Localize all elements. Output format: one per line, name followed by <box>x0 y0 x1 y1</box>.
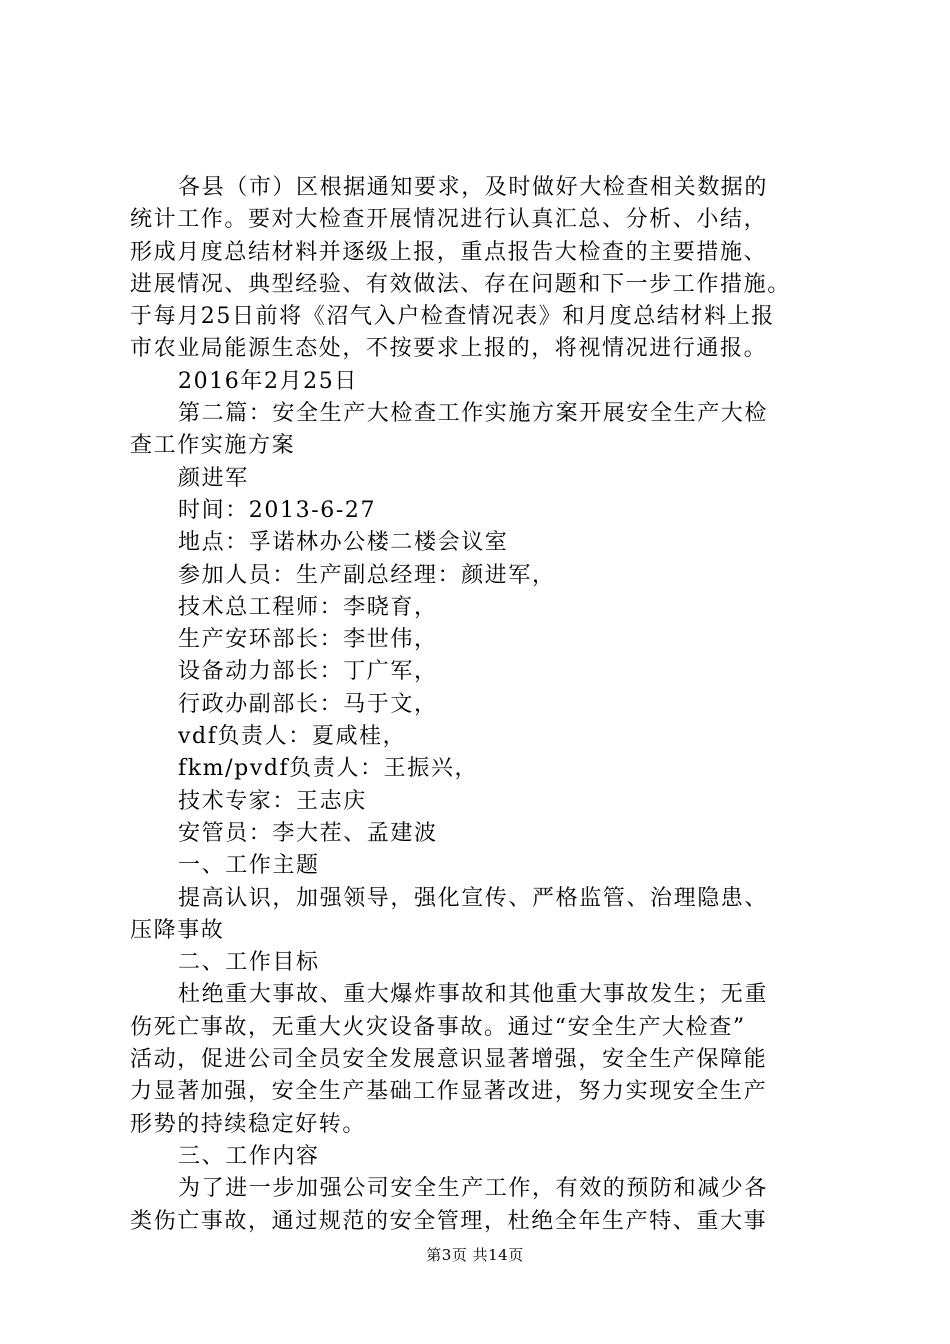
text-line: 技术总工程师：李晓育， <box>178 594 438 620</box>
text-line: 各县（市）区根据通知要求，及时做好大检查相关数据的 <box>178 175 769 200</box>
text-line: 伤死亡事故，无重大火灾设备事故。通过“安全生产大检查” <box>130 1014 746 1040</box>
text-line: 技术专家：王志庆 <box>178 788 367 814</box>
text-line: 市农业局能源生态处，不按要求上报的，将视情况进行通报。 <box>130 336 768 362</box>
text-line: 三、工作内容 <box>178 1143 320 1169</box>
text-line: 参加人员：生产副总经理：颜进军， <box>178 562 556 588</box>
text-line: 行政办副部长：马于文， <box>178 691 438 717</box>
text-line: 杜绝重大事故、重大爆炸事故和其他重大事故发生；无重 <box>178 982 769 1008</box>
text-line: 2016年2月25日 <box>178 368 358 394</box>
text-line: 提高认识，加强领导，强化宣传、严格监管、治理隐患、 <box>178 885 769 911</box>
text-line: 查工作实施方案 <box>130 433 296 459</box>
text-line: 一、工作主题 <box>178 853 320 879</box>
text-line: 第二篇：安全生产大检查工作实施方案开展安全生产大检 <box>178 401 769 427</box>
text-line: vdf负责人：夏咸桂， <box>178 724 407 750</box>
text-line: 类伤亡事故，通过规范的安全管理，杜绝全年生产特、重大事 <box>130 1208 768 1234</box>
text-line: 形成月度总结材料并逐级上报，重点报告大检查的主要措施、 <box>130 239 768 265</box>
text-line: 进展情况、典型经验、有效做法、存在问题和下一步工作措施。 <box>130 271 791 297</box>
text-line: 力显著加强，安全生产基础工作显著改进，努力实现安全生产 <box>130 1079 768 1105</box>
text-line: 设备动力部长：丁广军， <box>178 659 438 685</box>
document-body <box>130 172 830 1238</box>
text-line: 形势的持续稳定好转。 <box>130 1111 367 1137</box>
text-line: 为了进一步加强公司安全生产工作，有效的预防和减少各 <box>178 1176 769 1202</box>
text-line: 统计工作。要对大检查开展情况进行认真汇总、分析、小结， <box>130 207 768 233</box>
text-line: 安管员：李大茬、孟建波 <box>178 820 438 846</box>
text-line: 活动，促进公司全员安全发展意识显著增强，安全生产保障能 <box>130 1047 768 1073</box>
text-line: 生产安环部长：李世伟， <box>178 627 438 653</box>
page-footer: 第3页 共14页 <box>426 1246 524 1264</box>
text-line: 地点：孚诺林办公楼二楼会议室 <box>178 530 509 556</box>
text-line: 压降事故 <box>130 917 225 943</box>
text-line: fkm/pvdf负责人：王振兴， <box>178 756 479 782</box>
text-line: 二、工作目标 <box>178 950 320 976</box>
text-line: 颜进军 <box>178 465 249 491</box>
text-line: 时间：2013-6-27 <box>178 497 377 523</box>
text-line: 于每月25日前将《沼气入户检查情况表》和月度总结材料上报 <box>130 304 775 330</box>
